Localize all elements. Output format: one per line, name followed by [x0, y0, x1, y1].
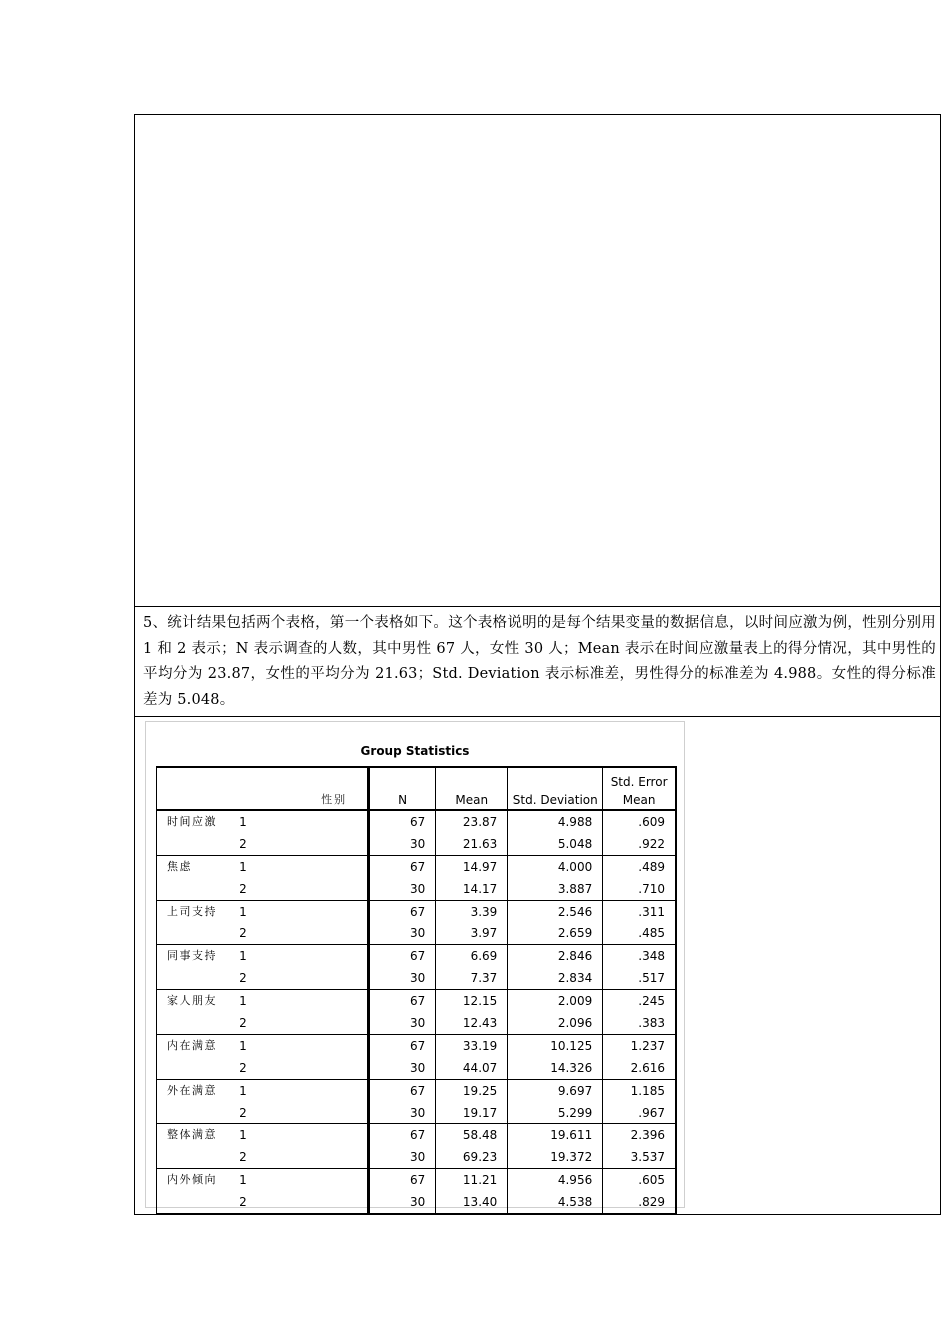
std-error-mean-cell: .829: [603, 1191, 676, 1214]
std-deviation-cell: 19.611: [508, 1124, 603, 1146]
mean-cell: 33.19: [436, 1034, 508, 1056]
mean-cell: 21.63: [436, 833, 508, 855]
table-row: [157, 1079, 677, 1101]
variable-cell: 整体满意: [157, 1124, 226, 1146]
mean-cell: 12.43: [436, 1012, 508, 1034]
variable-cell: [157, 878, 226, 900]
header-se-line2: Mean: [622, 793, 656, 807]
sex-cell: 2: [225, 1057, 368, 1079]
table-row: [157, 1012, 677, 1034]
std-error-mean-cell: .311: [603, 900, 676, 922]
table-row: [157, 855, 677, 877]
table-title: Group Statistics: [360, 744, 470, 758]
std-deviation-cell: 2.009: [508, 990, 603, 1012]
n-cell: 67: [369, 1169, 436, 1191]
std-deviation-cell: 2.659: [508, 922, 603, 944]
std-deviation-cell: 4.538: [508, 1191, 603, 1214]
std-error-mean-cell: 2.396: [603, 1124, 676, 1146]
sex-cell: 1: [225, 945, 368, 967]
table-row: [157, 922, 677, 944]
mean-cell: 3.39: [436, 900, 508, 922]
table-row: [157, 833, 677, 855]
variable-cell: 上司支持: [157, 900, 226, 922]
mean-cell: 69.23: [436, 1146, 508, 1168]
std-error-mean-cell: .609: [603, 810, 676, 833]
header-std-deviation: Std. Deviation: [508, 767, 603, 810]
n-cell: 30: [369, 1057, 436, 1079]
std-deviation-cell: 4.956: [508, 1169, 603, 1191]
mean-cell: 3.97: [436, 922, 508, 944]
table-body: [157, 810, 677, 1214]
std-error-mean-cell: 1.237: [603, 1034, 676, 1056]
sex-cell: 2: [225, 922, 368, 944]
mean-cell: 44.07: [436, 1057, 508, 1079]
table-row: [157, 810, 677, 833]
table-header-row: [157, 767, 677, 810]
table-row: [157, 1102, 677, 1124]
n-cell: 30: [369, 1146, 436, 1168]
header-sex: [225, 767, 368, 810]
header-std-error-mean: [603, 767, 676, 810]
header-sex-label: 性别: [321, 793, 348, 806]
n-cell: 67: [369, 945, 436, 967]
sex-cell: 1: [225, 900, 368, 922]
header-n: N: [369, 767, 436, 810]
variable-cell: 时间应激: [157, 810, 226, 833]
n-cell: 30: [369, 878, 436, 900]
std-deviation-cell: 19.372: [508, 1146, 603, 1168]
sex-cell: 2: [225, 878, 368, 900]
mean-cell: 19.25: [436, 1079, 508, 1101]
variable-cell: 内在满意: [157, 1034, 226, 1056]
variable-cell: [157, 1012, 226, 1034]
n-cell: 67: [369, 1079, 436, 1101]
n-cell: 30: [369, 967, 436, 989]
n-cell: 67: [369, 900, 436, 922]
std-deviation-cell: 3.887: [508, 878, 603, 900]
std-error-mean-cell: .485: [603, 922, 676, 944]
n-cell: 30: [369, 922, 436, 944]
sex-cell: 2: [225, 1191, 368, 1214]
table-row: [157, 1191, 677, 1214]
n-cell: 30: [369, 1102, 436, 1124]
variable-cell: [157, 1102, 226, 1124]
std-error-mean-cell: .922: [603, 833, 676, 855]
std-deviation-cell: 2.546: [508, 900, 603, 922]
std-error-mean-cell: 3.537: [603, 1146, 676, 1168]
n-cell: 67: [369, 1034, 436, 1056]
mean-cell: 7.37: [436, 967, 508, 989]
table-row: [157, 990, 677, 1012]
mean-cell: 11.21: [436, 1169, 508, 1191]
mean-cell: 23.87: [436, 810, 508, 833]
n-cell: 30: [369, 1191, 436, 1214]
sex-cell: 1: [225, 1124, 368, 1146]
mean-cell: 14.97: [436, 855, 508, 877]
header-mean: Mean: [436, 767, 508, 810]
sex-cell: 2: [225, 833, 368, 855]
sex-cell: 1: [225, 990, 368, 1012]
table-row: [157, 967, 677, 989]
variable-cell: [157, 833, 226, 855]
n-cell: 67: [369, 810, 436, 833]
mean-cell: 12.15: [436, 990, 508, 1012]
mean-cell: 19.17: [436, 1102, 508, 1124]
variable-cell: [157, 1146, 226, 1168]
document-table-frame: [134, 114, 941, 1215]
std-error-mean-cell: .245: [603, 990, 676, 1012]
std-error-mean-cell: 1.185: [603, 1079, 676, 1101]
mean-cell: 13.40: [436, 1191, 508, 1214]
std-error-mean-cell: .348: [603, 945, 676, 967]
variable-cell: [157, 1057, 226, 1079]
explanation-paragraph: 5、统计结果包括两个表格，第一个表格如下。这个表格说明的是每个结果变量的数据信息，以时间应激为例，性别分别用 1 和 2 表示；N 表示调查的人数，其中男性 67 人，女性 30 人；Mean 表示在时间应激量表上的得分情况，其中男性的平均分为 23.87，女性的平均分为 21.63；Std. Deviation 表示标准差，男性得分的标准差为 4.988。女性的得分标准差为 5.048。: [143, 615, 936, 708]
sex-cell: 2: [225, 967, 368, 989]
table-row: [157, 1146, 677, 1168]
variable-cell: 同事支持: [157, 945, 226, 967]
std-error-mean-cell: 2.616: [603, 1057, 676, 1079]
mean-cell: 14.17: [436, 878, 508, 900]
sex-cell: 1: [225, 855, 368, 877]
sex-cell: 2: [225, 1102, 368, 1124]
std-deviation-cell: 10.125: [508, 1034, 603, 1056]
spss-output-panel: [145, 721, 685, 1208]
std-error-mean-cell: .489: [603, 855, 676, 877]
n-cell: 30: [369, 833, 436, 855]
blank-cell: [135, 115, 940, 607]
std-deviation-cell: 5.299: [508, 1102, 603, 1124]
std-deviation-cell: 5.048: [508, 833, 603, 855]
mean-cell: 6.69: [436, 945, 508, 967]
table-cell: [135, 717, 940, 1214]
mean-cell: 58.48: [436, 1124, 508, 1146]
table-row: [157, 1124, 677, 1146]
table-row: [157, 945, 677, 967]
std-deviation-cell: 4.000: [508, 855, 603, 877]
n-cell: 67: [369, 990, 436, 1012]
std-deviation-cell: 2.834: [508, 967, 603, 989]
std-error-mean-cell: .383: [603, 1012, 676, 1034]
variable-cell: [157, 1191, 226, 1214]
variable-cell: [157, 922, 226, 944]
group-statistics-table: [156, 766, 677, 1215]
std-deviation-cell: 4.988: [508, 810, 603, 833]
variable-cell: 外在满意: [157, 1079, 226, 1101]
sex-cell: 1: [225, 810, 368, 833]
variable-cell: 焦虑: [157, 855, 226, 877]
std-deviation-cell: 9.697: [508, 1079, 603, 1101]
text-cell: [135, 607, 940, 717]
table-row: [157, 878, 677, 900]
sex-cell: 1: [225, 1034, 368, 1056]
n-cell: 30: [369, 1012, 436, 1034]
std-error-mean-cell: .710: [603, 878, 676, 900]
table-row: [157, 1169, 677, 1191]
std-error-mean-cell: .605: [603, 1169, 676, 1191]
sex-cell: 2: [225, 1012, 368, 1034]
header-se-line1: Std. Error: [610, 775, 668, 789]
std-deviation-cell: 2.846: [508, 945, 603, 967]
table-row: [157, 1057, 677, 1079]
std-deviation-cell: 2.096: [508, 1012, 603, 1034]
variable-cell: 家人朋友: [157, 990, 226, 1012]
n-cell: 67: [369, 1124, 436, 1146]
table-row: [157, 900, 677, 922]
std-deviation-cell: 14.326: [508, 1057, 603, 1079]
header-variable: [157, 767, 226, 810]
std-error-mean-cell: .967: [603, 1102, 676, 1124]
sex-cell: 1: [225, 1079, 368, 1101]
table-row: [157, 1034, 677, 1056]
n-cell: 67: [369, 855, 436, 877]
sex-cell: 1: [225, 1169, 368, 1191]
std-error-mean-cell: .517: [603, 967, 676, 989]
sex-cell: 2: [225, 1146, 368, 1168]
variable-cell: 内外倾向: [157, 1169, 226, 1191]
variable-cell: [157, 967, 226, 989]
